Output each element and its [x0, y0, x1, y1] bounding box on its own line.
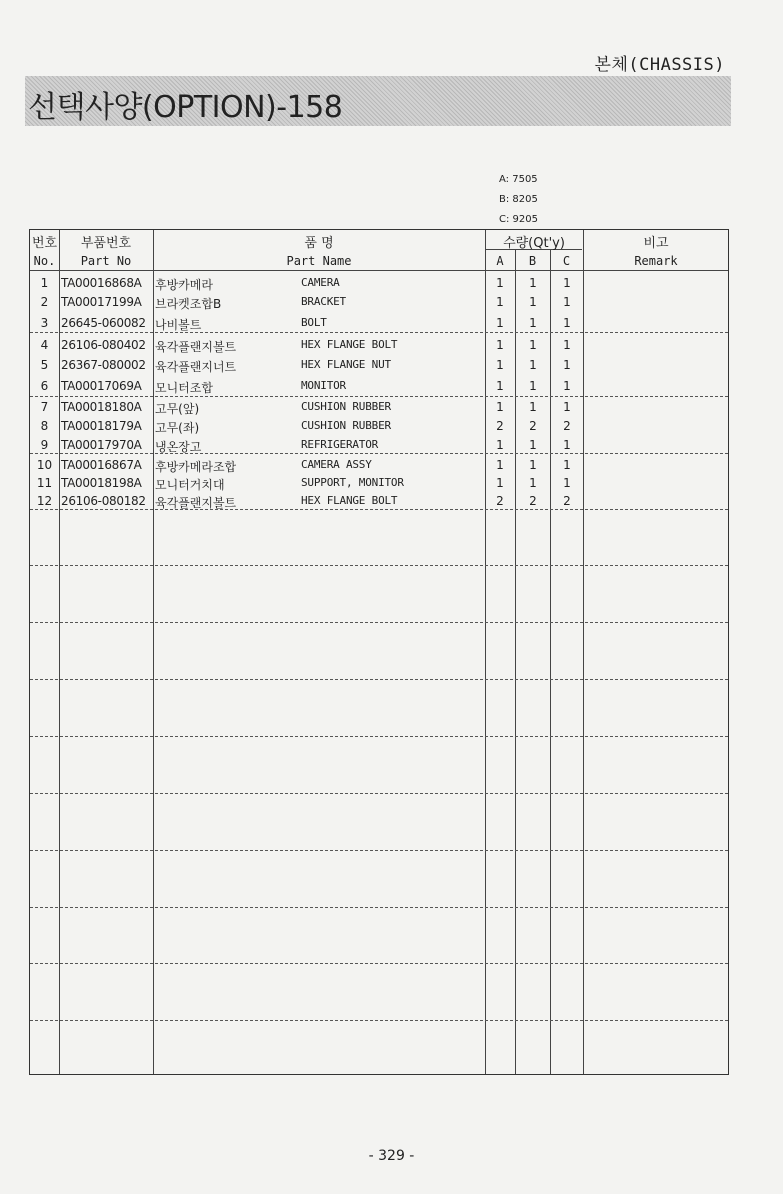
part-number: TA00017970A [61, 438, 142, 452]
qty-c: 1 [563, 295, 571, 309]
table-row [30, 336, 728, 355]
part-number: 26645-060082 [61, 316, 146, 330]
part-name-en: CAMERA [301, 276, 340, 289]
chapter-label: 본체(CHASSIS) [594, 55, 725, 75]
qty-c: 1 [563, 400, 571, 414]
model-b-label: B: 8205 [499, 194, 538, 205]
table-row [30, 474, 728, 493]
part-name-kr: 육각플랜지볼트 [155, 340, 237, 354]
part-number: 26106-080182 [61, 494, 146, 508]
model-a-label: A: 7505 [499, 174, 538, 185]
part-name-kr: 나비볼트 [155, 318, 202, 332]
header-part-kr: 부품번호 [80, 236, 132, 251]
header-qty-a: A [496, 254, 504, 268]
header-remark-kr: 비고 [643, 236, 669, 251]
header-qty-b: B [528, 254, 537, 268]
part-number: TA00016867A [61, 458, 142, 472]
table-row [30, 398, 728, 417]
row-number: 10 [36, 458, 53, 472]
header-divider [30, 270, 728, 271]
table-row [30, 417, 728, 436]
qty-b: 1 [529, 276, 537, 290]
table-row [30, 377, 728, 396]
qty-a: 1 [496, 316, 504, 330]
qty-b: 1 [529, 458, 537, 472]
qty-a: 1 [496, 438, 504, 452]
group-separator [30, 850, 728, 851]
group-separator [30, 332, 728, 333]
header-part-en: Part No [80, 254, 132, 268]
qty-b: 1 [529, 358, 537, 372]
header-name-en: Part Name [286, 254, 352, 268]
qty-b: 1 [529, 295, 537, 309]
row-number: 9 [40, 438, 49, 452]
row-number: 5 [40, 358, 49, 372]
part-name-kr: 후방카메라조합 [155, 460, 237, 474]
part-number: TA00018180A [61, 400, 142, 414]
group-separator [30, 396, 728, 397]
group-separator [30, 736, 728, 737]
qty-b: 1 [529, 338, 537, 352]
part-name-en: MONITOR [301, 379, 346, 392]
qty-b: 1 [529, 400, 537, 414]
part-name-en: CUSHION RUBBER [301, 400, 391, 413]
qty-c: 2 [563, 419, 571, 433]
table-row [30, 314, 728, 333]
header-name-kr: 품 명 [304, 236, 334, 251]
header-qty: 수량(Qt'y) [503, 236, 565, 251]
part-name-en: BRACKET [301, 295, 346, 308]
header-remark-en: Remark [634, 254, 678, 268]
qty-c: 1 [563, 316, 571, 330]
qty-a: 1 [496, 379, 504, 393]
header-no-kr: 번호 [31, 236, 58, 251]
group-separator [30, 793, 728, 794]
part-name-kr: 냉온장고 [155, 440, 202, 454]
row-number: 3 [40, 316, 49, 330]
page-title: 선택사양(OPTION)-158 [28, 90, 343, 125]
part-name-kr: 후방카메라 [155, 278, 213, 292]
qty-b: 2 [529, 419, 537, 433]
table-row [30, 456, 728, 475]
part-name-kr: 모니터거치대 [155, 478, 225, 492]
qty-b: 1 [529, 438, 537, 452]
part-number: 26367-080002 [61, 358, 146, 372]
part-name-en: CAMERA ASSY [301, 458, 372, 471]
part-name-en: HEX FLANGE BOLT [301, 338, 398, 351]
header-no-en: No. [33, 254, 56, 268]
qty-c: 1 [563, 276, 571, 290]
part-name-kr: 고무(좌) [155, 421, 200, 435]
header-qty-c: C [562, 254, 571, 268]
table-row [30, 293, 728, 312]
part-name-en: SUPPORT, MONITOR [301, 476, 404, 489]
qty-b: 1 [529, 379, 537, 393]
part-number: TA00016868A [61, 276, 142, 290]
part-name-en: CUSHION RUBBER [301, 419, 391, 432]
qty-c: 2 [563, 494, 571, 508]
qty-a: 1 [496, 400, 504, 414]
qty-a: 1 [496, 458, 504, 472]
row-number: 1 [40, 276, 49, 290]
qty-c: 1 [563, 458, 571, 472]
row-number: 12 [36, 494, 53, 508]
model-c-label: C: 9205 [499, 214, 538, 225]
part-name-en: HEX FLANGE NUT [301, 358, 391, 371]
part-name-en: REFRIGERATOR [301, 438, 379, 451]
part-name-en: BOLT [301, 316, 327, 329]
table-row [30, 356, 728, 375]
qty-c: 1 [563, 438, 571, 452]
parts-table [29, 229, 729, 1075]
part-number: TA00017199A [61, 295, 142, 309]
qty-a: 1 [496, 358, 504, 372]
row-number: 2 [40, 295, 49, 309]
group-separator [30, 679, 728, 680]
group-separator [30, 509, 728, 510]
qty-a: 1 [496, 295, 504, 309]
part-name-kr: 모니터조합 [155, 381, 213, 395]
table-row [30, 274, 728, 293]
qty-b: 1 [529, 476, 537, 490]
qty-a: 1 [496, 476, 504, 490]
qty-c: 1 [563, 379, 571, 393]
row-number: 6 [40, 379, 49, 393]
row-number: 7 [40, 400, 49, 414]
qty-c: 1 [563, 358, 571, 372]
part-number: TA00018198A [61, 476, 142, 490]
part-name-en: HEX FLANGE BOLT [301, 494, 398, 507]
row-number: 4 [40, 338, 49, 352]
qty-b: 2 [529, 494, 537, 508]
qty-a: 2 [496, 494, 504, 508]
page-number: - 329 - [368, 1148, 415, 1164]
group-separator [30, 622, 728, 623]
group-separator [30, 1020, 728, 1021]
qty-a: 1 [496, 338, 504, 352]
qty-c: 1 [563, 476, 571, 490]
part-number: TA00017069A [61, 379, 142, 393]
qty-c: 1 [563, 338, 571, 352]
part-number: TA00018179A [61, 419, 142, 433]
qty-b: 1 [529, 316, 537, 330]
group-separator [30, 963, 728, 964]
group-separator [30, 907, 728, 908]
part-number: 26106-080402 [61, 338, 146, 352]
part-name-kr: 고무(앞) [155, 402, 200, 416]
part-name-kr: 육각플랜지너트 [155, 360, 237, 374]
model-legend [499, 170, 538, 230]
qty-a: 2 [496, 419, 504, 433]
part-name-kr: 육각플랜지볼트 [155, 496, 237, 510]
part-name-kr: 브라켓조합B [155, 297, 222, 311]
group-separator [30, 565, 728, 566]
group-separator [30, 453, 728, 454]
row-number: 11 [36, 476, 53, 490]
title-band [25, 76, 731, 126]
qty-a: 1 [496, 276, 504, 290]
row-number: 8 [40, 419, 49, 433]
